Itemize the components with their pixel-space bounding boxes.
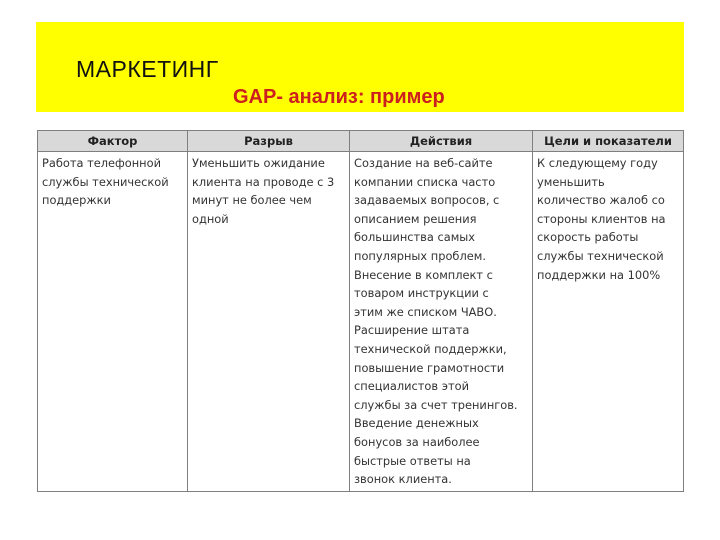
page-title: МАРКЕТИНГ	[76, 56, 219, 82]
title-banner	[36, 22, 684, 112]
column-header-factor: Фактор	[38, 131, 188, 152]
table-row	[38, 152, 684, 492]
cell-gap: Уменьшить ожидание клиента на проводе с 3 минут не более чем одной	[188, 152, 350, 492]
table-header-row	[38, 131, 684, 152]
page-subtitle: GAP- анализ: пример	[233, 86, 445, 108]
cell-factor: Работа телефонной службы технической поддержки	[38, 152, 188, 492]
gap-analysis-table	[37, 130, 684, 492]
column-header-goals: Цели и показатели	[533, 131, 684, 152]
cell-actions: Создание на веб-сайте компании списка часто задаваемых вопросов, с описанием решения большинства самых популярных проблем. Внесение в комплект с товаром инструкции с этим же списком ЧАВО. Расширение штата технической поддержки, повышение грамотности специалистов этой службы за счет тренингов. Введение денежных бонусов за наиболее быстрые ответы на звонок клиента.	[350, 152, 533, 492]
cell-goals: К следующему году уменьшить количество жалоб со стороны клиентов на скорость работы службы технической поддержки на 100%	[533, 152, 684, 492]
column-header-actions: Действия	[350, 131, 533, 152]
column-header-gap: Разрыв	[188, 131, 350, 152]
